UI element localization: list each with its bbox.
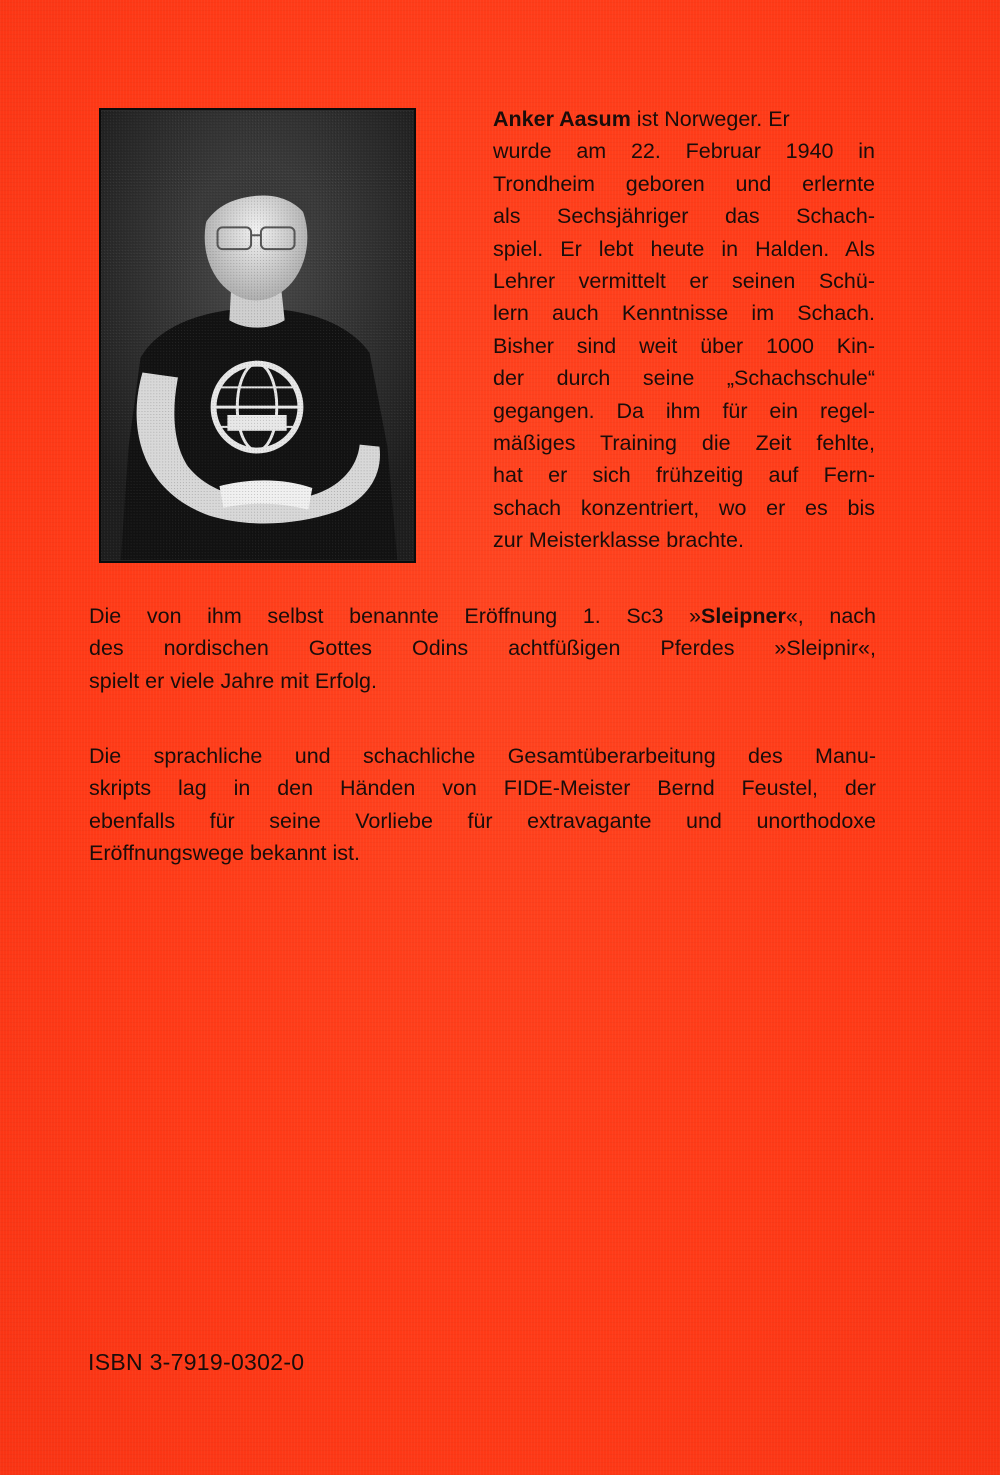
bio-line: zur Meisterklasse brachte. — [493, 528, 744, 553]
portrait-icon — [101, 110, 414, 561]
opening-line-2: des nordischen Gottes Odins achtfüßigen Pferdes »Sleipnir«, — [89, 636, 876, 661]
opening-line-3: spielt er viele Jahre mit Erfolg. — [89, 668, 377, 693]
bio-line: gegangen. Da ihm für ein regel- — [493, 398, 875, 423]
editor-paragraph — [89, 740, 876, 870]
editor-line: Die sprachliche und schachliche Gesamtüberarbeitung des Manu- — [89, 744, 876, 768]
bio-line: mäßiges Training die Zeit fehlte, — [493, 431, 875, 456]
bio-line: spiel. Er lebt heute in Halden. Als — [493, 236, 875, 261]
author-portrait-photo — [99, 108, 416, 563]
bio-line: lern auch Kenntnisse im Schach. — [493, 301, 875, 326]
bio-line: Bisher sind weit über 1000 Kin- — [493, 333, 875, 358]
opening-name-sleipner: Sleipner — [701, 604, 786, 628]
bio-line: Lehrer vermittelt er seinen Schü- — [493, 269, 875, 294]
bio-line: schach konzentriert, wo er es bis — [493, 495, 875, 520]
isbn-number: ISBN 3-7919-0302-0 — [88, 1349, 305, 1375]
editor-line: Eröffnungswege bekannt ist. — [89, 841, 360, 866]
bio-line: als Sechsjähriger das Schach- — [493, 204, 875, 229]
opening-text: «, nach — [785, 604, 876, 628]
opening-paragraph — [89, 600, 876, 697]
bio-line: hat er sich frühzeitig auf Fern- — [493, 463, 875, 488]
bio-line: der durch seine „Schachschule“ — [493, 366, 875, 391]
bio-line: ist Norweger. Er — [630, 107, 790, 131]
opening-text: Die von ihm selbst benannte Eröffnung 1. Sc3 » — [89, 604, 701, 628]
bio-line: Trondheim geboren und erlernte — [493, 171, 875, 196]
editor-line: ebenfalls für seine Vorliebe für extravagante und unorthodoxe — [89, 808, 876, 833]
author-bio — [493, 103, 875, 557]
editor-line: skripts lag in den Händen von FIDE-Meister Bernd Feustel, der — [89, 776, 876, 801]
author-name: Anker Aasum — [493, 107, 631, 131]
bio-line: wurde am 22. Februar 1940 in — [493, 139, 875, 164]
opening-line-1 — [89, 600, 876, 632]
